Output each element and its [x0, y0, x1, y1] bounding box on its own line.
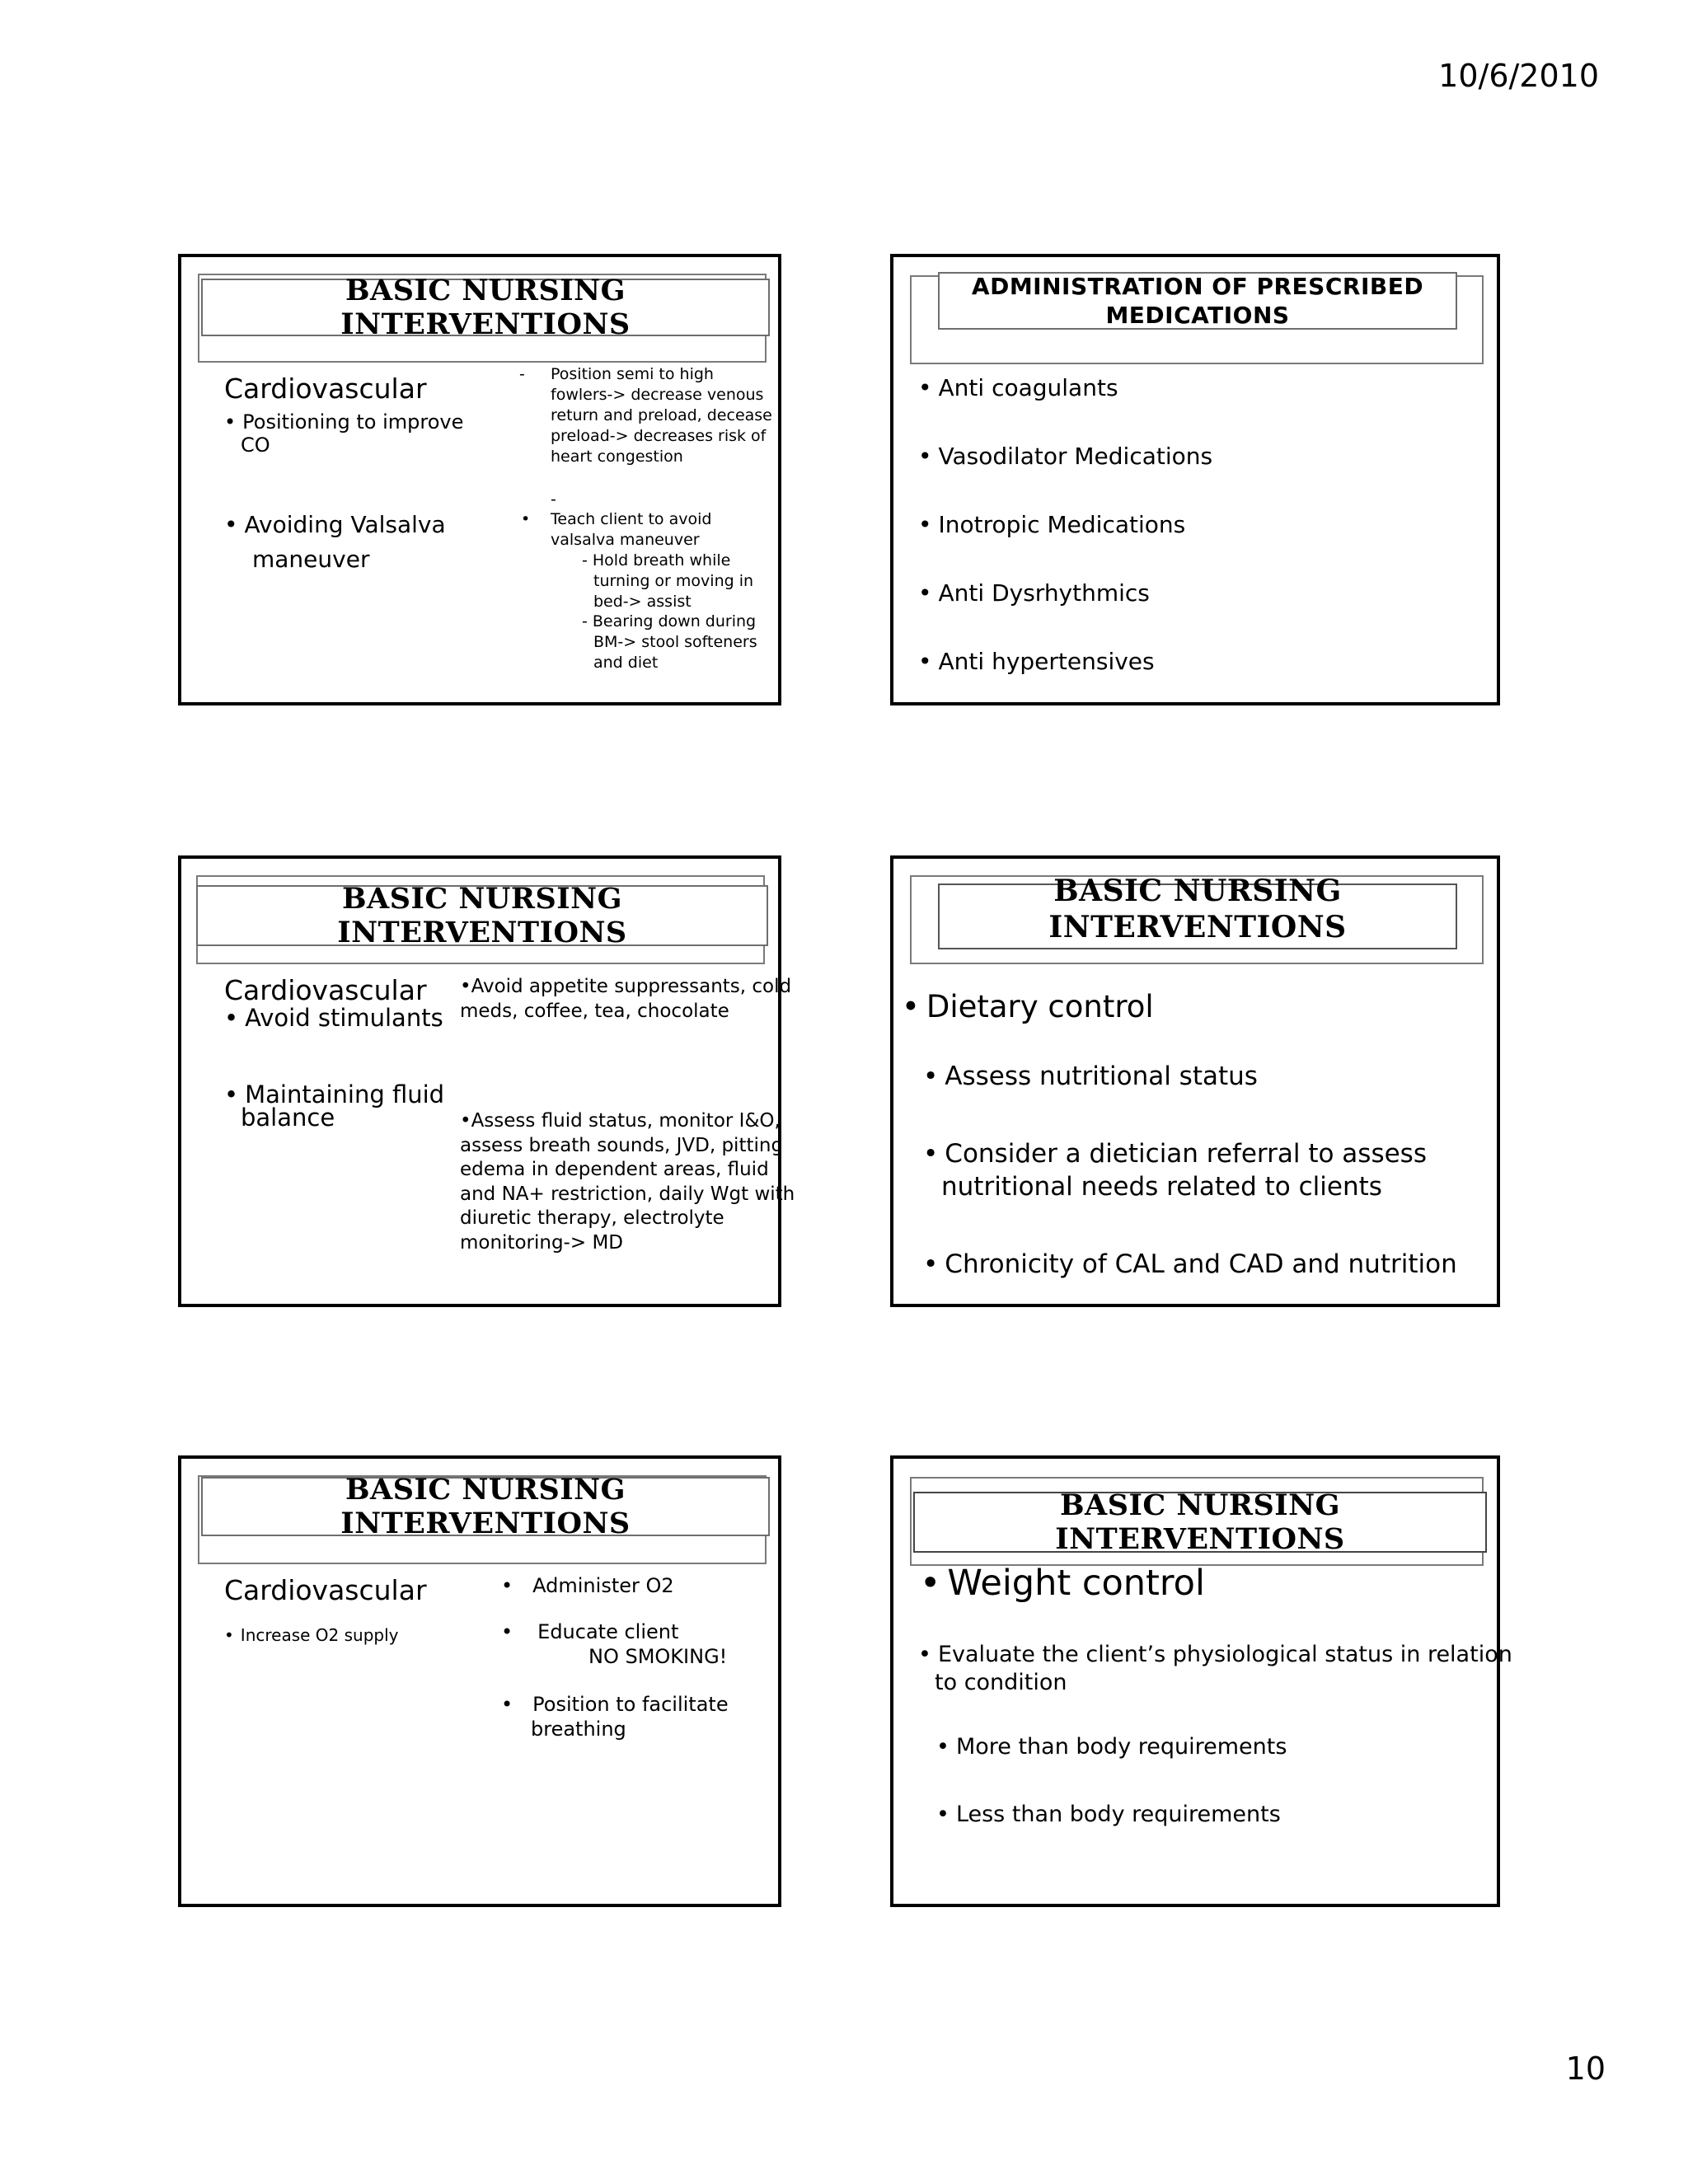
dash-marker: - [519, 365, 525, 383]
slide-title: ADMINISTRATION OF PRESCRIBED MEDICATIONS [938, 272, 1457, 330]
section-heading: Cardiovascular [224, 974, 427, 1006]
dietician-referral: • Consider a dietician referral to assess [923, 1139, 1427, 1169]
slide-title: BASIC NURSING INTERVENTIONS [938, 883, 1457, 949]
dash-marker-2: - [551, 490, 556, 509]
dietary-control: • Dietary control [902, 989, 1154, 1025]
bullet-valsalva: • Avoiding Valsalva [224, 511, 446, 539]
bullet-fluid-balance-cont: balance [241, 1104, 335, 1132]
slide-title-text: BASIC NURSING INTERVENTIONS [337, 882, 627, 949]
bullet-dot: • [521, 510, 531, 528]
chronicity-nutrition: • Chronicity of CAL and CAD and nutrition [923, 1249, 1457, 1280]
slide-title [913, 1488, 1487, 1556]
subnote-hold-breath: - Hold breath while turning or moving in bed-> assist [582, 551, 754, 611]
section-heading: Cardiovascular [224, 1574, 427, 1606]
slide-4 [890, 855, 1500, 1307]
bullet-positioning-cont: CO [241, 434, 270, 457]
evaluate-status-cont: to condition [935, 1670, 1067, 1695]
med-antidysrhythmics: • Anti Dysrhythmics [918, 579, 1150, 607]
slide-title-text: BASIC NURSING INTERVENTIONS [340, 274, 631, 341]
bullet-positioning: • Positioning to improve [224, 410, 463, 434]
slide-title [201, 1473, 770, 1540]
page-number: 10 [1565, 2050, 1606, 2087]
less-than-requirements: • Less than body requirements [936, 1802, 1281, 1828]
slide-5 [178, 1455, 781, 1907]
evaluate-status: • Evaluate the client’s physiological status in relation [918, 1642, 1512, 1668]
teach-note: Teach client to avoid valsalva maneuver [551, 510, 712, 549]
slide-3 [178, 855, 795, 1307]
no-smoking: NO SMOKING! [588, 1645, 728, 1668]
slide-6 [890, 1455, 1512, 1907]
fluid-status-note: •Assess fluid status, monitor I&O, assess breath sounds, JVD, pitting edema in dependent areas, fluid and NA+ restriction, daily Wgt with diuretic therapy, electrolyte monitoring-> MD [460, 1110, 795, 1254]
weight-control: • Weight control [920, 1563, 1205, 1605]
med-vasodilator: • Vasodilator Medications [918, 443, 1212, 471]
more-than-requirements: • More than body requirements [936, 1734, 1287, 1760]
med-anticoagulants: • Anti coagulants [918, 374, 1118, 402]
page-date: 10/6/2010 [1438, 58, 1599, 94]
slide-title-text: BASIC NURSING INTERVENTIONS [1055, 1488, 1345, 1556]
educate-client: • Educate client [501, 1620, 678, 1644]
slide-1 [178, 254, 781, 705]
slide-title-text: BASIC NURSING INTERVENTIONS [340, 1473, 631, 1540]
med-inotropic: • Inotropic Medications [918, 511, 1185, 539]
bullet-valsalva-cont: maneuver [252, 546, 370, 573]
dietician-referral-cont: nutritional needs related to clients [941, 1172, 1382, 1202]
stimulants-note: •Avoid appetite suppressants, cold meds, coffee, tea, chocolate [460, 976, 792, 1022]
position-breathing: • Position to facilitate [501, 1693, 729, 1717]
slide-title [201, 274, 770, 341]
slide-2 [890, 254, 1500, 705]
position-note: Position semi to high fowlers-> decrease venous return and preload, decease preload-> decreases risk of heart congestion [551, 365, 772, 466]
administer-o2: • Administer O2 [501, 1574, 674, 1598]
position-breathing-cont: breathing [531, 1718, 626, 1741]
subnote-bearing-down: - Bearing down during BM-> stool softeners and diet [582, 612, 757, 672]
bullet-fluid-balance: • Maintaining fluid [224, 1083, 444, 1106]
section-heading: Cardiovascular [224, 373, 427, 405]
bullet-avoid-stimulants: • Avoid stimulants [224, 1004, 443, 1033]
slide-title [196, 882, 768, 949]
bullet-increase-o2: • Increase O2 supply [224, 1625, 399, 1645]
med-antihypertensives: • Anti hypertensives [918, 648, 1155, 676]
assess-nutritional-status: • Assess nutritional status [923, 1062, 1258, 1092]
